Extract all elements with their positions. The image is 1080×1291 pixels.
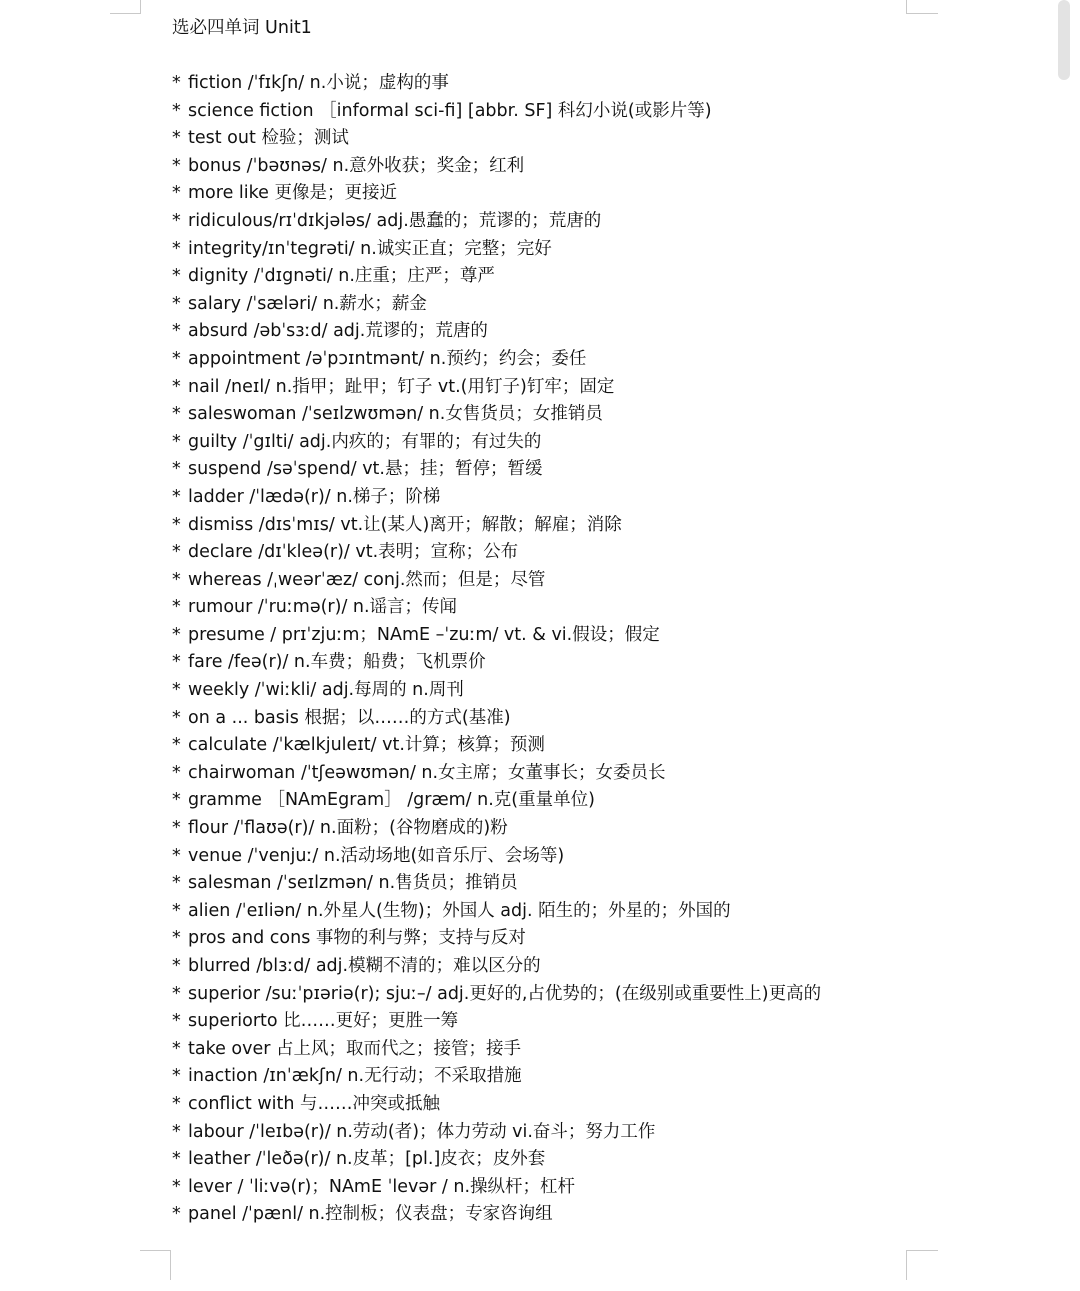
vocab-entry [172,981,892,1009]
vocab-entry-text: gramme ［NAmEgram］ /græm/ n.克(重量单位) [188,790,595,811]
vocab-entry [172,1008,892,1036]
bullet-marker: * [172,238,181,259]
bullet-marker: * [172,1038,181,1059]
vocab-entry [172,1063,892,1091]
vocab-entry-text: saleswoman /ˈseɪlzwʊmən/ n.女售货员；女推销员 [188,404,603,425]
bullet-marker: * [172,1176,181,1197]
bullet-marker: * [172,873,181,894]
bullet-marker: * [172,486,181,507]
vocab-entry [172,1201,892,1229]
vocab-entry-text: science fiction ［informal sci-fi] [abbr. SF] 科幻小说(或影片等) [188,100,712,121]
vocab-entry-text: absurd /əbˈsɜːd/ adj.荒谬的；荒唐的 [188,321,488,342]
vocab-entry [172,429,892,457]
bullet-marker: * [172,73,181,93]
vocab-entry-text: ladder /ˈlædə(r)/ n.梯子；阶梯 [188,486,441,507]
vocab-entry-text: guilty /ˈgɪlti/ adj.内疚的；有罪的；有过失的 [188,431,542,452]
vocab-entry [172,1119,892,1147]
bullet-marker: * [172,155,181,176]
bullet-marker: * [172,514,181,535]
vocab-entry-text: nail /neɪl/ n.指甲；趾甲；钉子 vt.(用钉子)钉牢；固定 [188,376,615,397]
vocab-entry-text: leather /ˈleðə(r)/ n.皮革；[pl.]皮衣；皮外套 [188,1149,546,1170]
bullet-marker: * [172,1149,181,1170]
vocab-entry-text: blurred /blɜːd/ adj.模糊不清的；难以区分的 [188,956,541,976]
bullet-marker: * [172,983,181,1004]
vocab-entry [172,567,892,595]
vocab-entry [172,1036,892,1064]
vocab-entry-text: on a ... basis 根据；以……的方式(基准) [188,707,511,728]
bullet-marker: * [172,266,181,287]
scrollbar-thumb[interactable] [1058,0,1070,80]
vocab-entry-text: fiction /ˈfɪkʃn/ n.小说；虚构的事 [188,73,449,93]
vocab-entry-text: lever / ˈliːvə(r)；NAmE ˈlevər / n.操纵杆；杠杆 [188,1176,576,1197]
vocab-entry [172,1091,892,1119]
bullet-marker: * [172,1066,181,1087]
vocab-entry-text: alien /ˈeɪliən/ n.外星人(生物)；外国人 adj. 陌生的；外星的；外国的 [188,900,731,921]
vocab-entry [172,925,892,953]
bullet-marker: * [172,348,181,369]
bullet-marker: * [172,404,181,425]
bullet-marker: * [172,762,181,783]
vocab-entry-text: chairwoman /ˈtʃeəwʊmən/ n.女主席；女董事长；女委员长 [188,762,666,783]
bullet-marker: * [172,652,181,673]
crop-mark [906,0,907,14]
crop-mark [906,1250,907,1280]
bullet-marker: * [172,100,181,121]
bullet-marker: * [172,1093,181,1114]
bullet-marker: * [172,1204,181,1225]
blank-line [172,42,892,70]
bullet-marker: * [172,293,181,314]
vocab-entry [172,263,892,291]
document-title: 选必四单词 Unit1 [172,18,312,38]
vocab-entry-text: superiorto 比……更好；更胜一筹 [188,1011,459,1032]
vocab-entry [172,732,892,760]
vocab-entry [172,153,892,181]
bullet-marker: * [172,321,181,342]
bullet-marker: * [172,376,181,397]
vocab-entry-text: labour /ˈleɪbə(r)/ n.劳动(者)；体力劳动 vi.奋斗；努力工作 [188,1121,656,1142]
vocab-entry [172,98,892,126]
bullet-marker: * [172,459,181,480]
bullet-marker: * [172,1011,181,1032]
vocab-entry-text: dignity /ˈdɪgnəti/ n.庄重；庄严；尊严 [188,266,495,287]
crop-mark [110,13,140,14]
vocabulary-list [172,70,892,1229]
vocab-entry [172,815,892,843]
vocab-entry-text: test out 检验；测试 [188,128,349,149]
vocab-entry [172,456,892,484]
vocab-entry-text: presume / prɪˈzjuːm；NAmE –ˈzuːm/ vt. & vi.假设；假定 [188,624,660,645]
vocab-entry-text: appointment /əˈpɔɪntmənt/ n.预约；约会；委任 [188,348,587,369]
crop-mark [140,0,141,14]
vocab-entry-text: venue /ˈvenjuː/ n.活动场地(如音乐厅、会场等) [188,845,565,866]
vocab-entry [172,760,892,788]
vocab-entry [172,898,892,926]
vocab-entry-text: bonus /ˈbəʊnəs/ n.意外收获；奖金；红利 [188,155,525,176]
vocab-entry [172,70,892,98]
vocab-entry [172,705,892,733]
vocab-entry [172,1174,892,1202]
vocab-entry [172,622,892,650]
bullet-marker: * [172,956,181,976]
vocab-entry [172,291,892,319]
vocab-entry-text: calculate /ˈkælkjuleɪt/ vt.计算；核算；预测 [188,735,545,756]
bullet-marker: * [172,128,181,149]
vocab-entry-text: whereas /ˌweərˈæz/ conj.然而；但是；尽管 [188,569,546,590]
vocab-entry [172,649,892,677]
vocab-entry [172,401,892,429]
vocab-entry [172,1146,892,1174]
vocab-entry-text: panel /ˈpænl/ n.控制板；仪表盘；专家咨询组 [188,1204,553,1225]
vocab-entry-text: rumour /ˈruːmə(r)/ n.谣言；传闻 [188,597,458,618]
vocab-entry [172,180,892,208]
vocab-entry-text: suspend /səˈspend/ vt.悬；挂；暂停；暂缓 [188,459,543,480]
bullet-marker: * [172,597,181,618]
vocab-entry-text: declare /dɪˈkleə(r)/ vt.表明；宣称；公布 [188,542,519,563]
vocab-entry-text: conflict with 与……冲突或抵触 [188,1093,441,1114]
vocab-entry [172,208,892,236]
vocab-entry [172,125,892,153]
crop-mark [170,1250,171,1280]
vocab-entry [172,539,892,567]
vocab-entry [172,787,892,815]
vocab-entry-text: weekly /ˈwiːkli/ adj.每周的 n.周刊 [188,680,464,701]
vocab-entry-text: take over 占上风；取而代之；接管；接手 [188,1038,522,1059]
vocab-entry-text: dismiss /dɪsˈmɪs/ vt.让(某人)离开；解散；解雇；消除 [188,514,622,535]
vocab-entry [172,843,892,871]
bullet-marker: * [172,624,181,645]
vocab-entry [172,346,892,374]
bullet-marker: * [172,900,181,921]
bullet-marker: * [172,818,181,839]
vocab-entry [172,236,892,264]
vocab-entry [172,512,892,540]
bullet-marker: * [172,928,181,949]
vocab-entry [172,953,892,981]
vocab-entry-text: pros and cons 事物的利与弊；支持与反对 [188,928,526,949]
vocab-entry [172,374,892,402]
crop-mark [906,1250,938,1251]
crop-mark [906,13,938,14]
bullet-marker: * [172,735,181,756]
vocab-entry-text: more like 更像是；更接近 [188,183,397,204]
bullet-marker: * [172,790,181,811]
document-body[interactable] [172,14,892,1229]
vocab-entry [172,318,892,346]
bullet-marker: * [172,183,181,204]
vocab-entry-text: salary /ˈsæləri/ n.薪水；薪金 [188,293,427,314]
vocab-entry-text: superior /suːˈpɪəriə(r); sjuː–/ adj.更好的,占优势的；(在级别或重要性上)更高的 [188,983,822,1004]
bullet-marker: * [172,542,181,563]
vocab-entry-text: ridiculous/rɪˈdɪkjələs/ adj.愚蠢的；荒谬的；荒唐的 [188,210,602,231]
vocab-entry-text: integrity/ɪnˈtegrəti/ n.诚实正直；完整；完好 [188,238,552,259]
bullet-marker: * [172,680,181,701]
vocab-entry [172,677,892,705]
bullet-marker: * [172,569,181,590]
bullet-marker: * [172,707,181,728]
vocab-entry-text: flour /ˈflaʊə(r)/ n.面粉；(谷物磨成的)粉 [188,818,508,839]
vocab-entry-text: fare /feə(r)/ n.车费；船费；飞机票价 [188,652,486,673]
crop-mark [140,1250,170,1251]
bullet-marker: * [172,210,181,231]
vocab-entry [172,594,892,622]
bullet-marker: * [172,845,181,866]
vocab-entry-text: inaction /ɪnˈækʃn/ n.无行动；不采取措施 [188,1066,522,1087]
vocab-entry [172,484,892,512]
vocab-entry [172,870,892,898]
bullet-marker: * [172,431,181,452]
bullet-marker: * [172,1121,181,1142]
vocab-entry-text: salesman /ˈseɪlzmən/ n.售货员；推销员 [188,873,518,894]
